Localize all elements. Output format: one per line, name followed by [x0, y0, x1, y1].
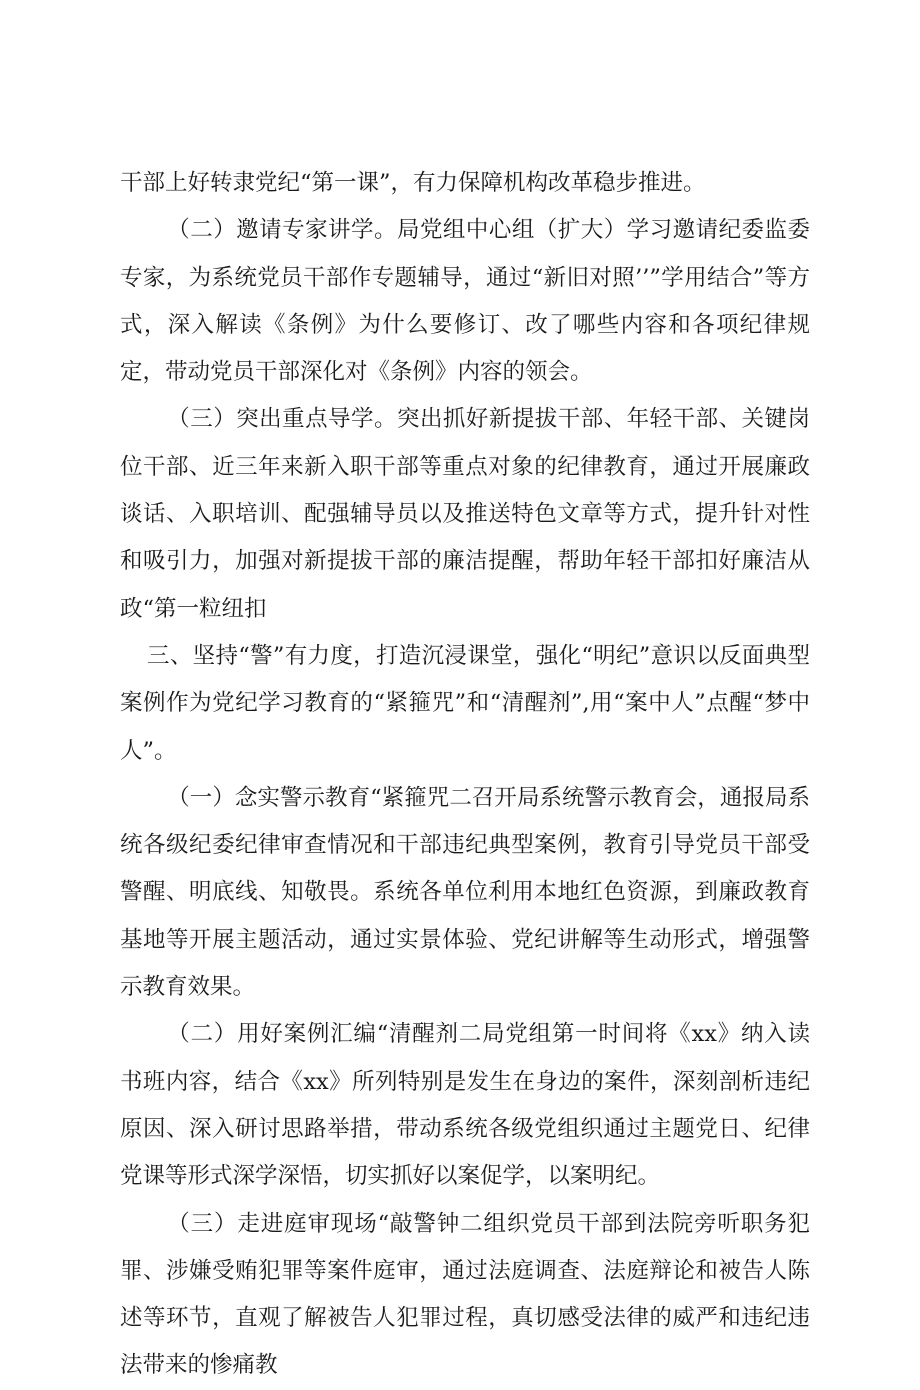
paragraph-warning-education: （一）念实警示教育“紧箍咒二召开局系统警示教育会，通报局系统各级纪委纪律审查情况和干部违纪典型案例，教育引导党员干部受警醒、明底线、知敬畏。系统各单位利用本地红色资源，到廉政教育基地等开展主题活动，通过实景体验、党纪讲解等生动形式，增强警示教育效果。 [120, 784, 810, 1001]
paragraph-case-compilation: （二）用好案例汇编“清醒剂二局党组第一时间将《xx》纳入读书班内容，结合《xx》所列特别是发生在身边的案件，深刻剖析违纪原因、深入研讨思路举措，带动系统各级党组织通过主题党日、纪律党课等形式深学深悟，切实抓好以案促学，以案明纪。 [120, 1021, 810, 1190]
paragraph-court-trial: （三）走进庭审现场“敲警钟二组织党员干部到法院旁听职务犯罪、涉嫌受贿犯罪等案件庭审，通过法庭调查、法庭辩论和被告人陈述等环节，直观了解被告人犯罪过程，真切感受法律的威严和违纪违法带来的惨痛教 [120, 1210, 810, 1379]
paragraph-key-guidance: （三）突出重点导学。突出抓好新提拔干部、年轻干部、关键岗位干部、近三年来新入职干部等重点对象的纪律教育，通过开展廉政谈话、入职培训、配强辅导员以及推送特色文章等方式，提升针对性和吸引力，加强对新提拔干部的廉洁提醒，帮助年轻干部扣好廉洁从政“第一粒纽扣 [120, 406, 810, 622]
document-body [120, 160, 810, 1390]
section-heading-warning: 三、坚持“警”有力度，打造沉浸课堂，强化“明纪”意识以反面典型案例作为党纪学习教育的“紧箍咒”和“清醒剂”,用“案中人”点醒“梦中人”。 [120, 642, 810, 764]
paragraph-continuation: 干部上好转隶党纪“第一课”，有力保障机构改革稳步推进。 [120, 170, 706, 196]
paragraph-expert-lecture: （二）邀请专家讲学。局党组中心组（扩大）学习邀请纪委监委专家，为系统党员干部作专题辅导，通过“新旧对照’’”学用结合”等方式，深入解读《条例》为什么要修订、改了哪些内容和各项纪律规定，带动党员干部深化对《条例》内容的领会。 [120, 217, 810, 386]
